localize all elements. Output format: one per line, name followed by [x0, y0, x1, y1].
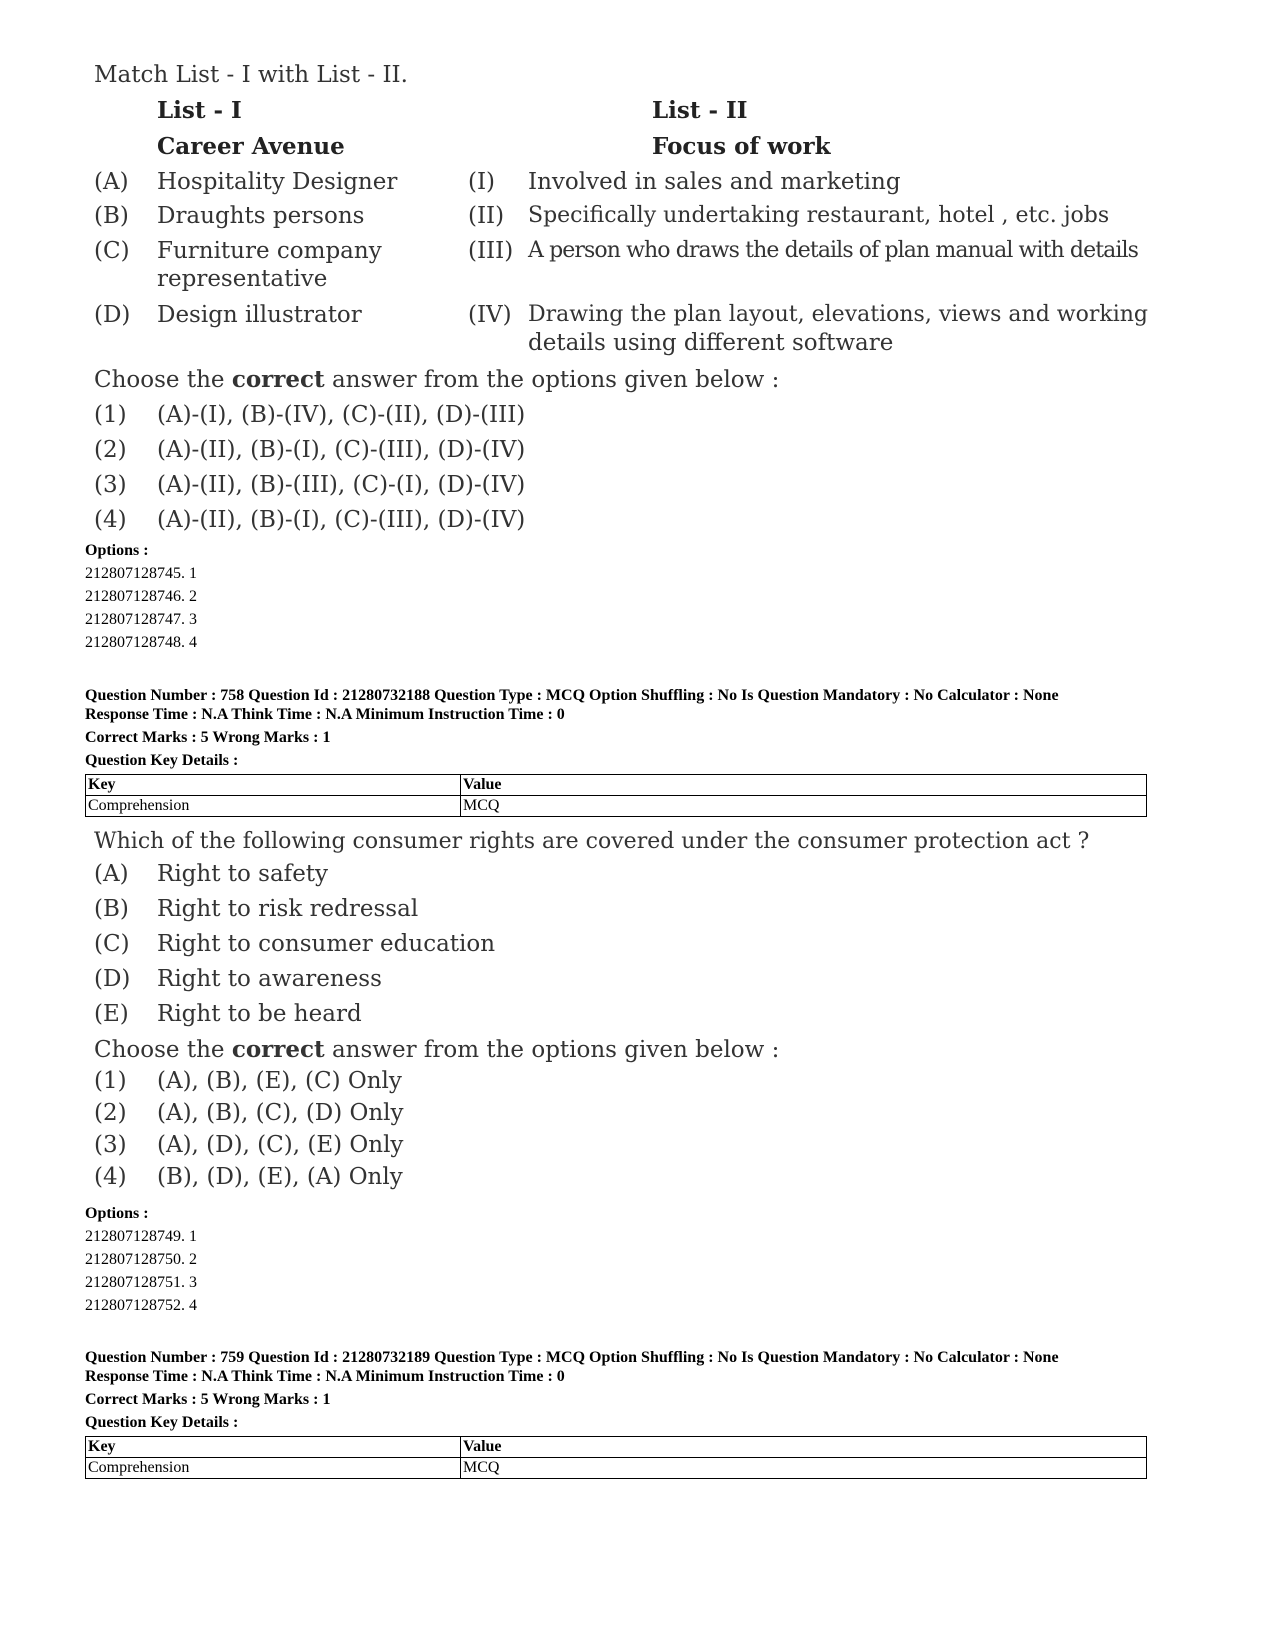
key-header: Key: [86, 1437, 461, 1458]
list2-item-iii: A person who draws the details of plan manual with details: [528, 238, 1139, 263]
q759-key-details-label: Question Key Details :: [85, 1414, 239, 1431]
q758-item-c: Right to consumer education: [157, 931, 496, 957]
choose-bold: correct: [231, 1036, 325, 1063]
q758-item-label-b: (B): [94, 896, 129, 922]
value-header: Value: [461, 775, 1147, 796]
list2-item-iv-cont: details using different software: [528, 330, 894, 356]
q757-answer-num-3: (3): [94, 472, 127, 498]
choose-text-end: answer from the options given below :: [324, 367, 780, 393]
q757-choose-instruction: [94, 366, 779, 393]
list1-label-b: (B): [94, 203, 129, 229]
q758-answer-num-4: (4): [94, 1164, 127, 1190]
value-cell: MCQ: [461, 796, 1147, 817]
q757-option-2: 212807128746. 2: [85, 588, 197, 605]
list1-label-c: (C): [94, 238, 130, 264]
list1-label-d: (D): [94, 302, 131, 328]
list2-label-iii: (III): [468, 238, 514, 264]
list1-item-d: Design illustrator: [157, 302, 362, 328]
q757-answer-3: (A)-(II), (B)-(III), (C)-(I), (D)-(IV): [157, 472, 526, 498]
q757-option-1: 212807128745. 1: [85, 565, 197, 582]
q758-item-label-c: (C): [94, 931, 130, 957]
q759-meta-line2: Response Time : N.A Think Time : N.A Minimum Instruction Time : 0: [85, 1368, 565, 1385]
list2-label-i: (I): [468, 169, 496, 195]
choose-text: Choose the: [94, 1037, 232, 1063]
q758-answer-4: (B), (D), (E), (A) Only: [157, 1164, 403, 1190]
key-header: Key: [86, 775, 461, 796]
q759-key-table: [85, 1436, 1147, 1479]
list2-item-i: Involved in sales and marketing: [528, 169, 901, 195]
list2-label-ii: (II): [468, 203, 505, 229]
q758-item-b: Right to risk redressal: [157, 896, 419, 922]
q758-meta-line1: Question Number : 758 Question Id : 21280732188 Question Type : MCQ Option Shuffling : No Is Question Mandatory : No Calculator : None: [85, 687, 1059, 704]
q757-answer-num-2: (2): [94, 437, 127, 463]
q758-key-details-label: Question Key Details :: [85, 752, 239, 769]
q758-marks: Correct Marks : 5 Wrong Marks : 1: [85, 729, 331, 746]
list2-label-iv: (IV): [468, 302, 512, 328]
q758-answer-1: (A), (B), (E), (C) Only: [157, 1068, 402, 1094]
list1-item-b: Draughts persons: [157, 203, 365, 229]
q758-answer-num-2: (2): [94, 1100, 127, 1126]
choose-text-end: answer from the options given below :: [324, 1037, 780, 1063]
q758-item-a: Right to safety: [157, 861, 329, 887]
q758-item-e: Right to be heard: [157, 1001, 362, 1027]
list2-subtitle: Focus of work: [652, 133, 831, 160]
list2-item-ii: Specifically undertaking restaurant, hotel , etc. jobs: [528, 203, 1110, 228]
list2-item-iv: Drawing the plan layout, elevations, views and working: [528, 302, 1148, 327]
q758-stem: Which of the following consumer rights are covered under the consumer protection act ?: [94, 829, 1090, 854]
q757-answer-num-4: (4): [94, 507, 127, 533]
q757-answer-num-1: (1): [94, 402, 127, 428]
list1-subtitle: Career Avenue: [157, 133, 345, 160]
q757-option-3: 212807128747. 3: [85, 611, 197, 628]
choose-text: Choose the: [94, 367, 232, 393]
q759-meta-line1: Question Number : 759 Question Id : 21280732189 Question Type : MCQ Option Shuffling : No Is Question Mandatory : No Calculator : None: [85, 1349, 1059, 1366]
q759-marks: Correct Marks : 5 Wrong Marks : 1: [85, 1391, 331, 1408]
list1-item-c-cont: representative: [157, 266, 328, 292]
q758-meta-line2: Response Time : N.A Think Time : N.A Minimum Instruction Time : 0: [85, 706, 565, 723]
q758-option-1: 212807128749. 1: [85, 1228, 197, 1245]
q757-answer-1: (A)-(I), (B)-(IV), (C)-(II), (D)-(III): [157, 402, 526, 428]
list1-item-c: Furniture company: [157, 238, 382, 264]
q758-option-2: 212807128750. 2: [85, 1251, 197, 1268]
list2-title: List - II: [652, 97, 748, 124]
key-cell: Comprehension: [86, 1458, 461, 1479]
q758-answer-num-1: (1): [94, 1068, 127, 1094]
q758-answer-2: (A), (B), (C), (D) Only: [157, 1100, 404, 1126]
q758-item-label-d: (D): [94, 966, 131, 992]
q758-option-4: 212807128752. 4: [85, 1297, 197, 1314]
q758-options-label: Options :: [85, 1205, 149, 1222]
q758-answer-3: (A), (D), (C), (E) Only: [157, 1132, 404, 1158]
list1-label-a: (A): [94, 169, 129, 195]
list1-title: List - I: [157, 97, 242, 124]
q758-item-label-e: (E): [94, 1001, 129, 1027]
value-header: Value: [461, 1437, 1147, 1458]
q758-item-d: Right to awareness: [157, 966, 382, 992]
q757-answer-4: (A)-(II), (B)-(I), (C)-(III), (D)-(IV): [157, 507, 526, 533]
q757-answer-2: (A)-(II), (B)-(I), (C)-(III), (D)-(IV): [157, 437, 526, 463]
list1-item-a: Hospitality Designer: [157, 169, 398, 195]
q758-choose-instruction: [94, 1036, 779, 1063]
q757-stem: Match List - I with List - II.: [94, 62, 408, 88]
choose-bold: correct: [231, 366, 325, 393]
q757-option-4: 212807128748. 4: [85, 634, 197, 651]
q758-option-3: 212807128751. 3: [85, 1274, 197, 1291]
key-cell: Comprehension: [86, 796, 461, 817]
q758-item-label-a: (A): [94, 861, 129, 887]
q757-options-label: Options :: [85, 542, 149, 559]
value-cell: MCQ: [461, 1458, 1147, 1479]
q758-answer-num-3: (3): [94, 1132, 127, 1158]
q758-key-table: [85, 774, 1147, 817]
